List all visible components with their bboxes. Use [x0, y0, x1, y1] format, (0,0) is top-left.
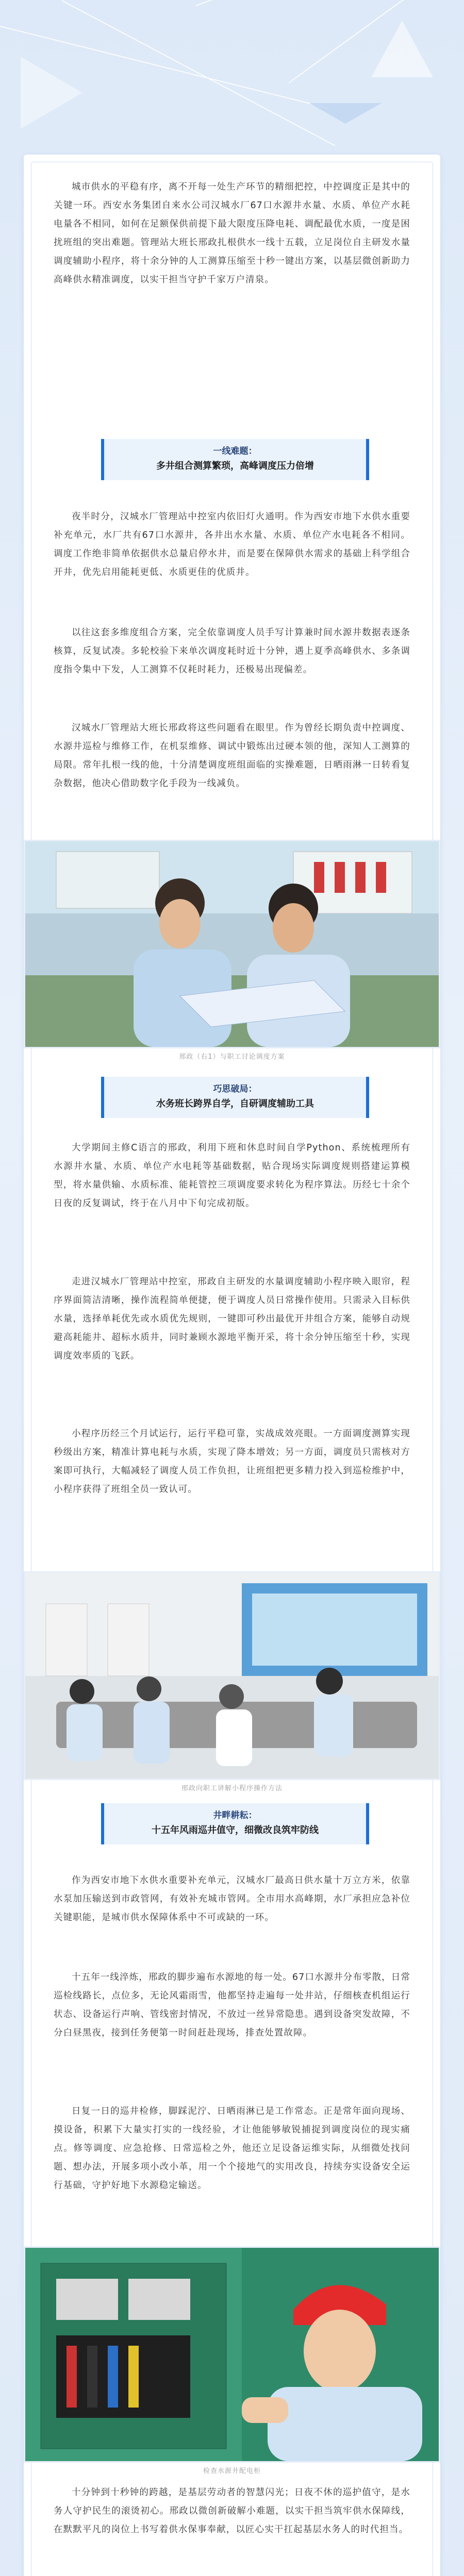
- section-title-3: [101, 1803, 369, 1844]
- photo-training: [24, 1571, 440, 1780]
- section-title-3-label: 井畔耕耘：: [213, 1810, 257, 1821]
- section-title-1-heading: 多井组合测算繁琐，高峰调度压力倍增: [156, 461, 314, 471]
- section-title-2-heading: 水务班长跨界自学，自研调度辅助工具: [156, 1098, 314, 1109]
- section-title-1-label: 一线难题：: [213, 446, 257, 456]
- section1-paragraph-3: 汉城水厂管理站大班长邢政将这些问题看在眼里。作为曾经长期负责中控调度、水源井巡检与维修工作，在机泵维修、调试中锻炼出过硬本领的他，深知人工测算的局限。常年扎根一线的他，十分清楚调度班组面临的实操难题，日晒雨淋一日转看复杂数据，他决心借助数字化手段为一线减负。: [54, 723, 410, 789]
- photo-discussion-caption: 邢政（右1）与职工讨论调度方案: [179, 1053, 285, 1061]
- section2-paragraph-1: 大学期间主修C语言的邢政，利用下班和休息时间自学Python、系统梳理所有水源井水量、水质、单位产水电耗等基础数据，贴合现场实际调度规则搭建运算模型，将水量供输、水质标准、能耗管控三项调度要求转化为程序算法。历经七十余个日夜的反复调试，终于在八月中下旬完成初版。: [54, 1143, 410, 1209]
- section1-paragraph-1: 夜半时分，汉城水厂管理站中控室内依旧灯火通明。作为西安市地下水供水重要补充单元，水厂共有67口水源井，各井出水水量、水质、单位产水电耗各不相同。调度工作绝非简单依据供水总量启停水井，而是要在保障供水需求的基础上科学组合开井，优先启用能耗更低、水质更佳的优质井。: [54, 512, 410, 578]
- photo-inspection-caption: 检查水源井配电柜: [203, 2467, 261, 2475]
- header-decoration: [0, 0, 464, 155]
- section-title-2: [101, 1077, 369, 1118]
- section3-paragraph-1: 作为西安市地下水供水重要补充单元，汉城水厂最高日供水量十万立方米，依靠水泵加压输送到市政管网，有效补充城市管网。全市用水高峰期，水厂承担应急补位关键职能，是城市供水保障体系中不可或缺的一环。: [54, 1875, 410, 1923]
- section-title-3-heading: 十五年风雨巡井值守，细微改良筑牢防线: [152, 1825, 319, 1836]
- section2-paragraph-3: 小程序历经三个月试运行，运行平稳可靠，实战成效亮眼。一方面调度测算实现秒级出方案，精准计算电耗与水质，实现了降本增效；另一方面，调度员只需核对方案即可执行，大幅减轻了调度人员工作负担，让班组把更多精力投入到巡检维护中，小程序获得了班组全员一致认可。: [54, 1429, 410, 1495]
- section3-paragraph-2: 十五年一线淬炼，邢政的脚步遍布水源地的每一处。67口水源井分布零散，日常巡检线路长，点位多，无论风霜雨雪，他都坚持走遍每一处井站，仔细核查机组运行状态、设备运行声响、管线密封情况，不放过一丝异常隐患。遇到设备突发故障，不分白昼黑夜，接到任务便第一时间赶赴现场，排查处置故障。: [54, 1972, 410, 2038]
- intro-paragraph: 城市供水的平稳有序，离不开每一处生产环节的精细把控，中控调度正是其中的关键一环。西安水务集团自来水公司汉城水厂67口水源井水量、水质、单位产水耗电量各不相同，如何在足额保供前提下最大限度压降电耗、调配最优水质，一度是困扰班组的突出难题。管理站大班长邢政扎根供水一线十五载，立足岗位自主研发水量调度辅助小程序，将十余分钟的人工测算压缩至十秒一键出方案，以基层微创新助力高峰供水精准调度，以实干担当守护千家万户清泉。: [54, 182, 410, 285]
- section3-paragraph-3: 日复一日的巡井检修，脚踩泥泞、日晒雨淋已是工作常态。正是常年面向现场、摸设备，积累下大量实打实的一线经验，才让他能够敏锐捕捉到调度岗位的现实痛点。修等调度、应急抢修、日常巡检之外，他还立足设备运维实际，从细微处找问题、想办法，开展多项小改小革，用一个个接地气的实用改良，持续夯实设备安全运行基础，守护好地下水源稳定输送。: [54, 2106, 410, 2191]
- closing-paragraph: 十分钟到十秒钟的跨越，是基层劳动者的智慧闪光；日夜不休的巡护值守，是水务人守护民生的滚烫初心。邢政以微创新破解小难题，以实干担当筑牢供水保障线，在默默平凡的岗位上书写着供水保事奉献，以匠心实干扛起基层水务人的时代担当。: [54, 2487, 410, 2535]
- section-title-1: [101, 439, 369, 480]
- photo-discussion: [24, 840, 440, 1048]
- photo-inspection: [24, 2246, 440, 2463]
- photo-training-caption: 邢政向职工讲解小程序操作方法: [181, 1785, 283, 1792]
- section-title-2-label: 巧思破局：: [213, 1084, 257, 1094]
- section1-paragraph-2: 以往这套多维度组合方案，完全依靠调度人员手写计算兼时间水源井数据表逐条核算，反复试凑。多轮校验下来单次调度耗时近十分钟，遇上夏季高峰供水、多条调度指令集中下发，人工测算不仅耗时耗力，还极易出现偏差。: [54, 628, 410, 675]
- section2-paragraph-2: 走进汉城水厂管理站中控室，邢政自主研发的水量调度辅助小程序映入眼帘，程序界面简洁清晰，操作流程简单便捷，便于调度人员日常操作使用。只需录入目标供水量，选择单耗优先或水质优先规则，一键即可秒出最优开井组合方案，能够自动规避高耗能井、超标水质井，同时兼顾水源地平衡开采，将十余分钟压缩至十秒，实现调度效率质的飞跃。: [54, 1277, 410, 1361]
